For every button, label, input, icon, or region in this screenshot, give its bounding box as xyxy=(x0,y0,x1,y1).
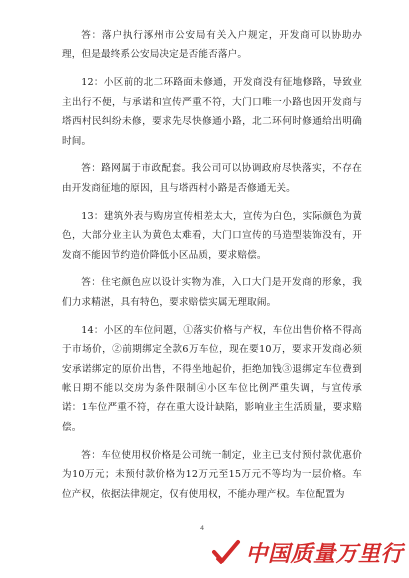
page-number: 4 xyxy=(200,524,205,532)
watermark xyxy=(211,532,403,572)
paragraph-answer-13: 答：住宅颜色应以设计实物为准，入口大门是开发商的形象，我们力求精湛，具有特色，要求赔偿实属无理取闹。 xyxy=(62,277,362,308)
paragraph-answer-11: 答：落户执行涿州市公安局有关入户规定，开发商可以协助办理，但是最终系公安局决定是否能否落户。 xyxy=(62,30,362,61)
paragraph-question-14: 14：小区的车位问题，①落实价格与产权，车位出售价格不得高于市场价，②前期绑定全款6万车位，现在要10万，要求开发商必须安承诺绑定的原价出售，不得坐地起价，拒绝加钱③退绑定车位费到帐日期不能以交房为条件限制④小区车位比例严重失调，与宣传承诺：1车位严重不符，存在重大设计缺陷，影响业主生活质量，要求赔偿。 xyxy=(62,324,362,433)
check-logo-icon xyxy=(211,537,241,567)
watermark-text: 中国质量万里行 xyxy=(245,541,403,567)
document-body xyxy=(62,26,362,512)
paragraph-answer-14: 答：车位使用权价格是公司统一制定，业主已支付预付款优惠价为10万元；未预付款价格为12万元至15万元不等均为一层价格。车位产权，依据法律规定，仅有使用权，不能办理产权。车位配置为 xyxy=(62,449,362,500)
paragraph-question-13: 13：建筑外表与购房宣传相差太大，宣传为白色，实际颜色为黄色，大部分业主认为黄色太难看，大门口宣传的马造型装饰没有，开发商不能因节约造价降低小区品质，要求赔偿。 xyxy=(62,210,362,261)
paragraph-answer-12: 答：路网属于市政配套。我公司可以协调政府尽快落实，不存在由开发商征地的原因，且与塔西村小路是否修通无关。 xyxy=(62,163,362,194)
paragraph-question-12: 12：小区前的北二环路面未修通，开发商没有征地修路，导致业主出行不便，与承诺和宣传严重不符，大门口唯一小路也因开发商与塔西村民纠纷未修，要求先尽快修通小路，北二环何时修通给出明确时间。 xyxy=(62,77,362,147)
